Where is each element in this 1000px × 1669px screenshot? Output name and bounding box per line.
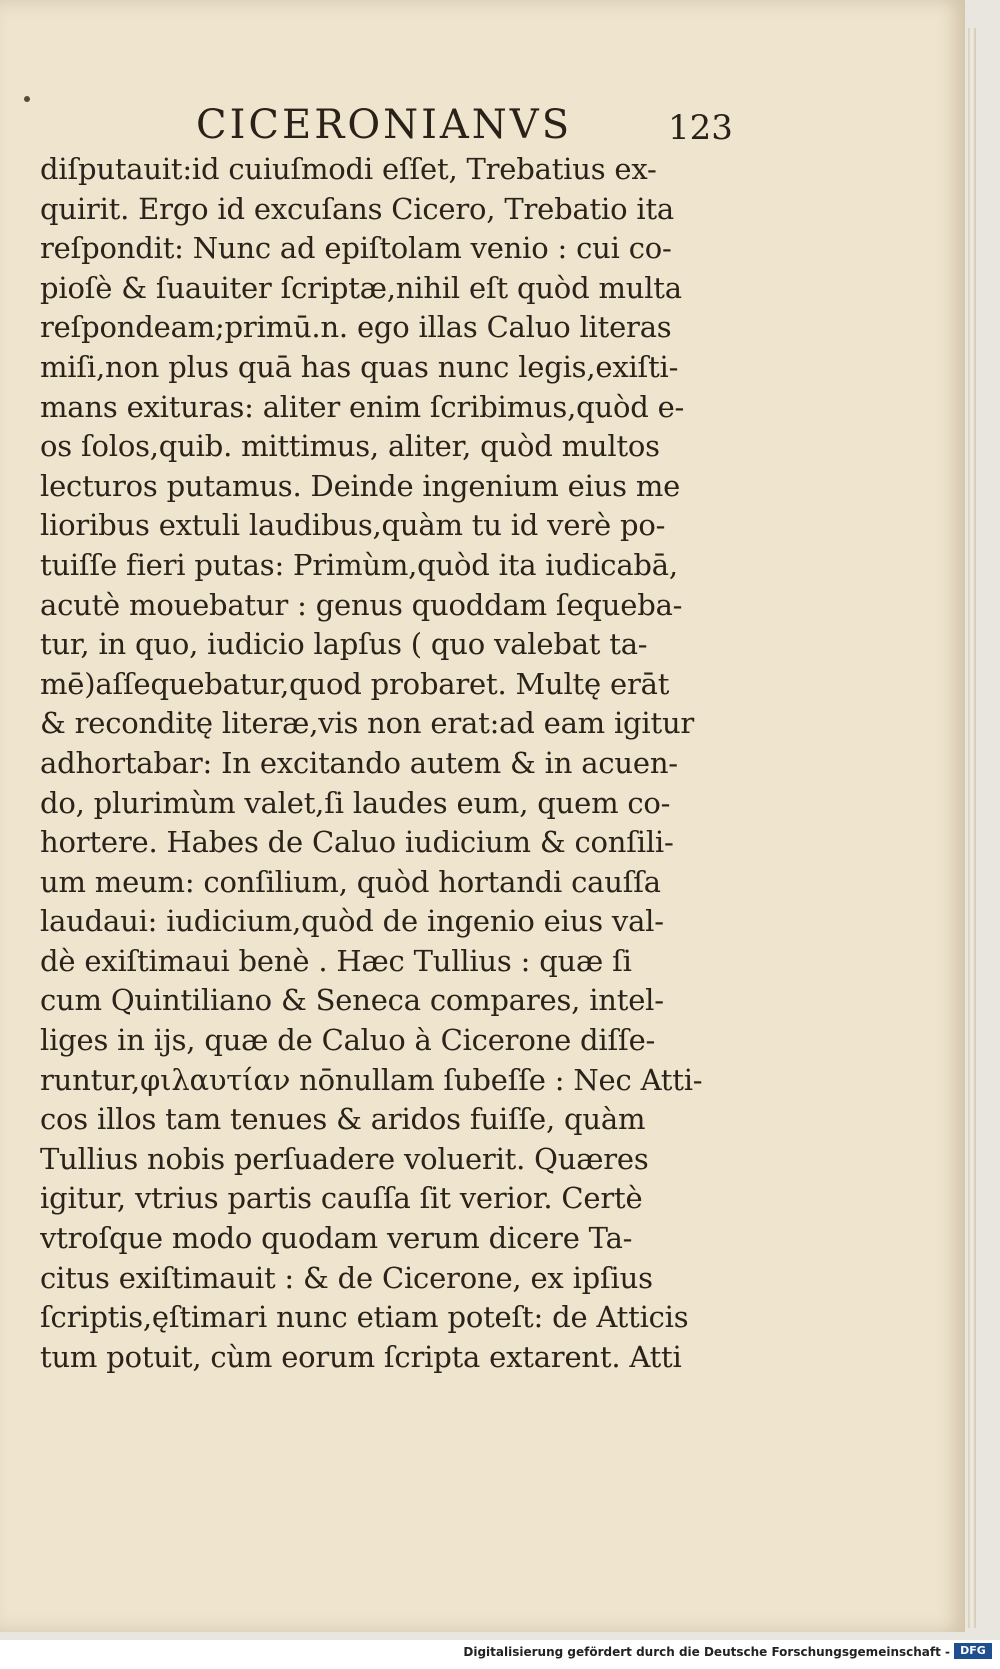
text-line: vtroſque modo quodam verum dicere Ta- xyxy=(40,1221,633,1256)
text-line: os ſolos,quib. mittimus, aliter, quòd multos xyxy=(40,429,660,464)
text-line: citus exiſtimauit : & de Cicerone, ex ipſius xyxy=(40,1260,653,1295)
text-line: adhortabar: In excitando autem & in acuen- xyxy=(40,745,678,780)
page-number: 123 xyxy=(668,108,733,148)
text-line: Tullius nobis perſuadere voluerit. Quæres xyxy=(40,1141,649,1176)
text-line: runtur,φιλαυτίαν nōnullam ſubeſſe : Nec Atti- xyxy=(40,1062,703,1097)
text-line: laudaui: iudicium,quòd de ingenio eius val- xyxy=(40,904,664,939)
running-head: CICERONIANVS xyxy=(196,102,573,148)
text-line: tum potuit, cùm eorum ſcripta extarent. Atti xyxy=(40,1339,682,1374)
text-line: igitur, vtrius partis cauſſa ſit verior. Certè xyxy=(40,1181,643,1216)
text-line: pioſè & ſuauiter ſcriptæ,nihil eſt quòd multa xyxy=(40,270,682,305)
text-line: um meum: conſilium, quòd hortandi cauſſa xyxy=(40,864,661,899)
footer xyxy=(0,1640,1000,1669)
text-line: cos illos tam tenues & aridos fuiſſe, quàm xyxy=(40,1102,646,1137)
text-line: tur, in quo, iudicio lapſus ( quo valebat ta- xyxy=(40,627,648,662)
text-line: acutè mouebatur : genus quoddam ſequeba- xyxy=(40,587,683,622)
text-line: do, plurimùm valet,ſi laudes eum, quem co- xyxy=(40,785,671,820)
text-line: cum Quintiliano & Seneca compares, intel- xyxy=(40,983,664,1018)
text-line: liges in ijs, quæ de Caluo à Cicerone diſſe- xyxy=(40,1023,656,1058)
text-line: dè exiſtimaui benè . Hæc Tullius : quæ ſi xyxy=(40,943,632,978)
page-header xyxy=(0,100,965,150)
page-edge xyxy=(968,28,976,1628)
text-line: diſputauit:id cuiuſmodi eſſet, Trebatius ex- xyxy=(40,152,657,186)
text-line: lecturos putamus. Deinde ingenium eius me xyxy=(40,468,681,503)
text-line: tuiſſe fieri putas: Primùm,quòd ita iudicabā, xyxy=(40,547,678,582)
text-line: ſcriptis,ęſtimari nunc etiam poteſt: de Atticis xyxy=(40,1300,689,1335)
text-line: mē)aſſequebatur,quod probaret. Multę erāt xyxy=(40,666,670,701)
footer-credit: Digitalisierung gefördert durch die Deutsche Forschungsgemeinschaft - xyxy=(463,1645,950,1659)
text-line: quirit. Ergo id excuſans Cicero, Trebatio ita xyxy=(40,191,674,226)
text-line: mans exituras: aliter enim ſcribimus,quòd e- xyxy=(40,389,685,424)
text-line: miſi,non plus quā has quas nunc legis,exiſti- xyxy=(40,349,679,384)
text-line: reſpondit: Nunc ad epiſtolam venio : cui co- xyxy=(40,231,672,266)
body-text xyxy=(40,150,720,1377)
text-line: reſpondeam;primū.n. ego illas Caluo literas xyxy=(40,310,672,345)
text-line: lioribus extuli laudibus,quàm tu id verè po- xyxy=(40,508,666,543)
dfg-logo: DFG xyxy=(954,1643,992,1659)
text-line: & reconditę literæ,vis non erat:ad eam igitur xyxy=(40,706,695,741)
text-line: hortere. Habes de Caluo iudicium & conſili- xyxy=(40,825,674,860)
